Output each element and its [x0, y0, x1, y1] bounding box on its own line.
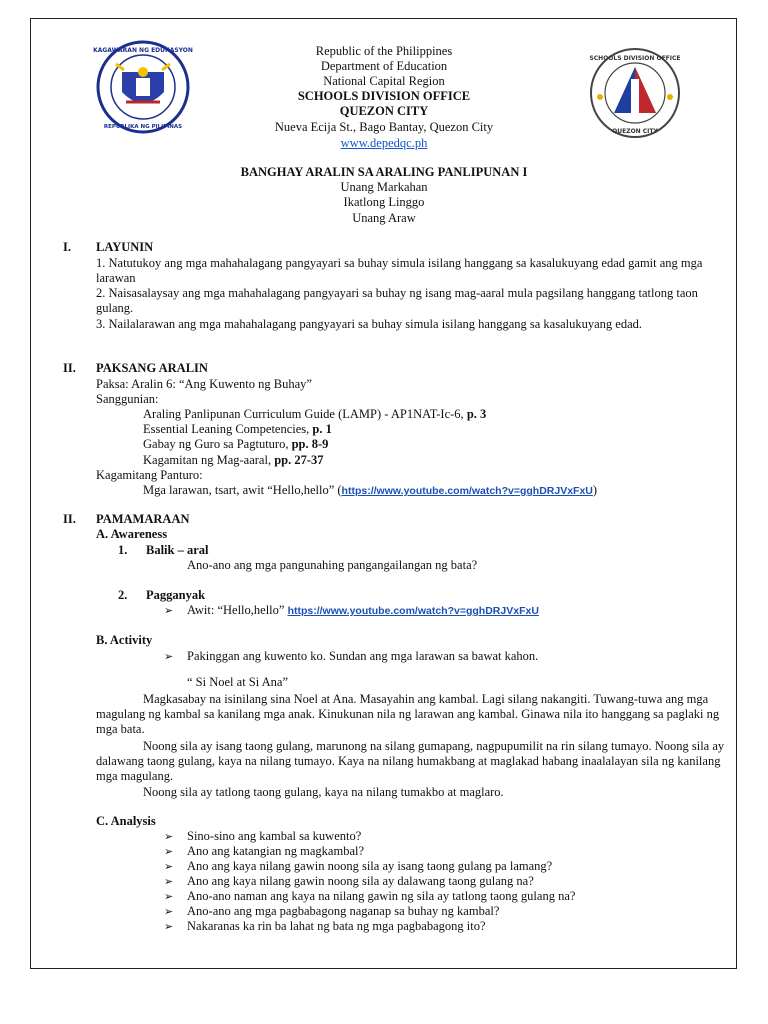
arrow-bullet-icon: ➢	[164, 920, 174, 933]
kagamitan-label: Kagamitang Panturo:	[96, 468, 203, 482]
objective-2: 2. Naisasalaysay ang mga mahahalagang pangyayari sa buhay ng isang mag-aaral mula pagsilang hanggang tatlong taon gulang.	[96, 286, 698, 315]
awareness-heading: A. Awareness	[96, 527, 168, 541]
section1-number: I.	[63, 240, 71, 254]
analysis-question: Ano ang kaya nilang gawin noong sila ay isang taong gulang pa lamang?	[187, 859, 553, 873]
awit-youtube-link[interactable]: https://www.youtube.com/watch?v=gghDRJVxFxU	[287, 605, 539, 617]
arrow-bullet-icon: ➢	[164, 860, 174, 873]
materials-line: Mga larawan, tsart, awit “Hello,hello” (https://www.youtube.com/watch?v=gghDRJVxFxU)	[143, 483, 598, 497]
header-office: SCHOOLS DIVISION OFFICE	[297, 89, 471, 103]
arrow-bullet-icon: ➢	[164, 875, 174, 888]
story-paragraph-2: Noong sila ay isang taong gulang, marunong na silang gumapang, nagpupumilit na rin silang tumayo. Noong sila ay dalawang taong gulang, kaya na nilang tumayo. Kaya na nilang humakbang at maglakad habang inaalalayan sila ng kanilang mga magulang.	[96, 739, 725, 783]
header-republic: Republic of the Philippines	[315, 44, 453, 58]
balik-aral-question: Ano-ano ang mga pangunahing pangangailangan ng bata?	[187, 558, 478, 572]
arrow-bullet-icon: ➢	[164, 905, 174, 918]
header-city: QUEZON CITY	[339, 104, 429, 118]
analysis-question: Ano ang kaya nilang gawin noong sila ay dalawang taong gulang na?	[187, 874, 534, 888]
section2-heading: PAKSANG ARALIN	[96, 361, 208, 375]
section3-number: II.	[63, 512, 76, 526]
analysis-question: Ano-ano naman ang kaya na nilang gawin ng sila ay tatlong taong gulang na?	[187, 889, 576, 903]
analysis-question: Ano-ano ang mga pagbabagong naganap sa buhay ng kambal?	[187, 904, 500, 918]
lesson-day: Unang Araw	[352, 211, 416, 225]
reference-item: Araling Panlipunan Curriculum Guide (LAMP) - AP1NAT-Ic-6, p. 3	[143, 407, 487, 421]
section1-heading: LAYUNIN	[96, 240, 154, 254]
arrow-bullet-icon: ➢	[164, 650, 174, 663]
arrow-bullet-icon: ➢	[164, 890, 174, 903]
activity-instruction: Pakinggan ang kuwento ko. Sundan ang mga larawan sa bawat kahon.	[187, 649, 539, 663]
story-title: “ Si Noel at Si Ana”	[187, 675, 289, 689]
paksa: Paksa: Aralin 6: “Ang Kuwento ng Buhay”	[96, 377, 312, 391]
analysis-question: Ano ang katangian ng magkambal?	[187, 844, 365, 858]
activity-heading: B. Activity	[96, 633, 153, 647]
section3-heading: PAMAMARAAN	[96, 512, 190, 526]
pagganyak-number: 2.	[118, 588, 128, 602]
website-link[interactable]: www.depedqc.ph	[340, 136, 428, 150]
header-department: Department of Education	[320, 59, 448, 73]
svg-text:SCHOOLS DIVISION OFFICE: SCHOOLS DIVISION OFFICE	[589, 55, 681, 62]
reference-item: Essential Leaning Competencies, p. 1	[143, 422, 332, 436]
lesson-quarter: Unang Markahan	[340, 180, 428, 194]
sanggunian-label: Sanggunian:	[96, 392, 159, 406]
objective-3: 3. Nailalarawan ang mga mahahalagang pangyayari sa buhay simula isilang hanggang sa kasalukuyang edad.	[96, 317, 642, 331]
balik-number: 1.	[118, 543, 128, 557]
analysis-heading: C. Analysis	[96, 814, 156, 828]
arrow-bullet-icon: ➢	[164, 604, 174, 617]
svg-text:REPUBLIKA NG PILIPINAS: REPUBLIKA NG PILIPINAS	[103, 124, 183, 130]
awit-line: Awit: “Hello,hello” https://www.youtube.com/watch?v=gghDRJVxFxU	[187, 603, 539, 617]
balik-aral-heading: Balik – aral	[146, 543, 209, 557]
svg-text:QUEZON CITY: QUEZON CITY	[612, 128, 658, 135]
materials-youtube-link[interactable]: https://www.youtube.com/watch?v=gghDRJVxFxU	[341, 485, 593, 497]
objective-1: 1. Natutukoy ang mga mahahalagang pangyayari sa buhay simula isilang hanggang sa kasalukuyang edad gamit ang mga larawan	[96, 256, 703, 285]
reference-item: Gabay ng Guro sa Pagtuturo, pp. 8-9	[143, 437, 329, 451]
header-address: Nueva Ecija St., Bago Bantay, Quezon City	[274, 120, 494, 134]
story-paragraph-1: Magkasabay na isinilang sina Noel at Ana. Masayahin ang kambal. Lagi silang nakangiti. Tuwang-tuwa ang mga magulang ng kambal sa kanilang mga anak. Kinukunan nila ng larawan ang kambal. Ginawa nila ito hanggang sa paglaki ng mga bata.	[96, 692, 720, 736]
story-paragraph-3: Noong sila ay tatlong taong gulang, kaya na nilang tumakbo at maglaro.	[143, 785, 504, 799]
section2-number: II.	[63, 361, 76, 375]
svg-text:KAGAWARAN NG EDUKASYON: KAGAWARAN NG EDUKASYON	[93, 47, 193, 54]
lesson-week: Ikatlong Linggo	[343, 195, 425, 209]
pagganyak-heading: Pagganyak	[146, 588, 206, 602]
analysis-question: Sino-sino ang kambal sa kuwento?	[187, 829, 362, 843]
lesson-title: BANGHAY ARALIN SA ARALING PANLIPUNAN I	[240, 165, 528, 179]
analysis-question: Nakaranas ka rin ba lahat ng bata ng mga pagbabagong ito?	[187, 919, 486, 933]
reference-item: Kagamitan ng Mag-aaral, pp. 27-37	[143, 453, 324, 467]
arrow-bullet-icon: ➢	[164, 830, 174, 843]
arrow-bullet-icon: ➢	[164, 845, 174, 858]
header-region: National Capital Region	[323, 74, 445, 88]
